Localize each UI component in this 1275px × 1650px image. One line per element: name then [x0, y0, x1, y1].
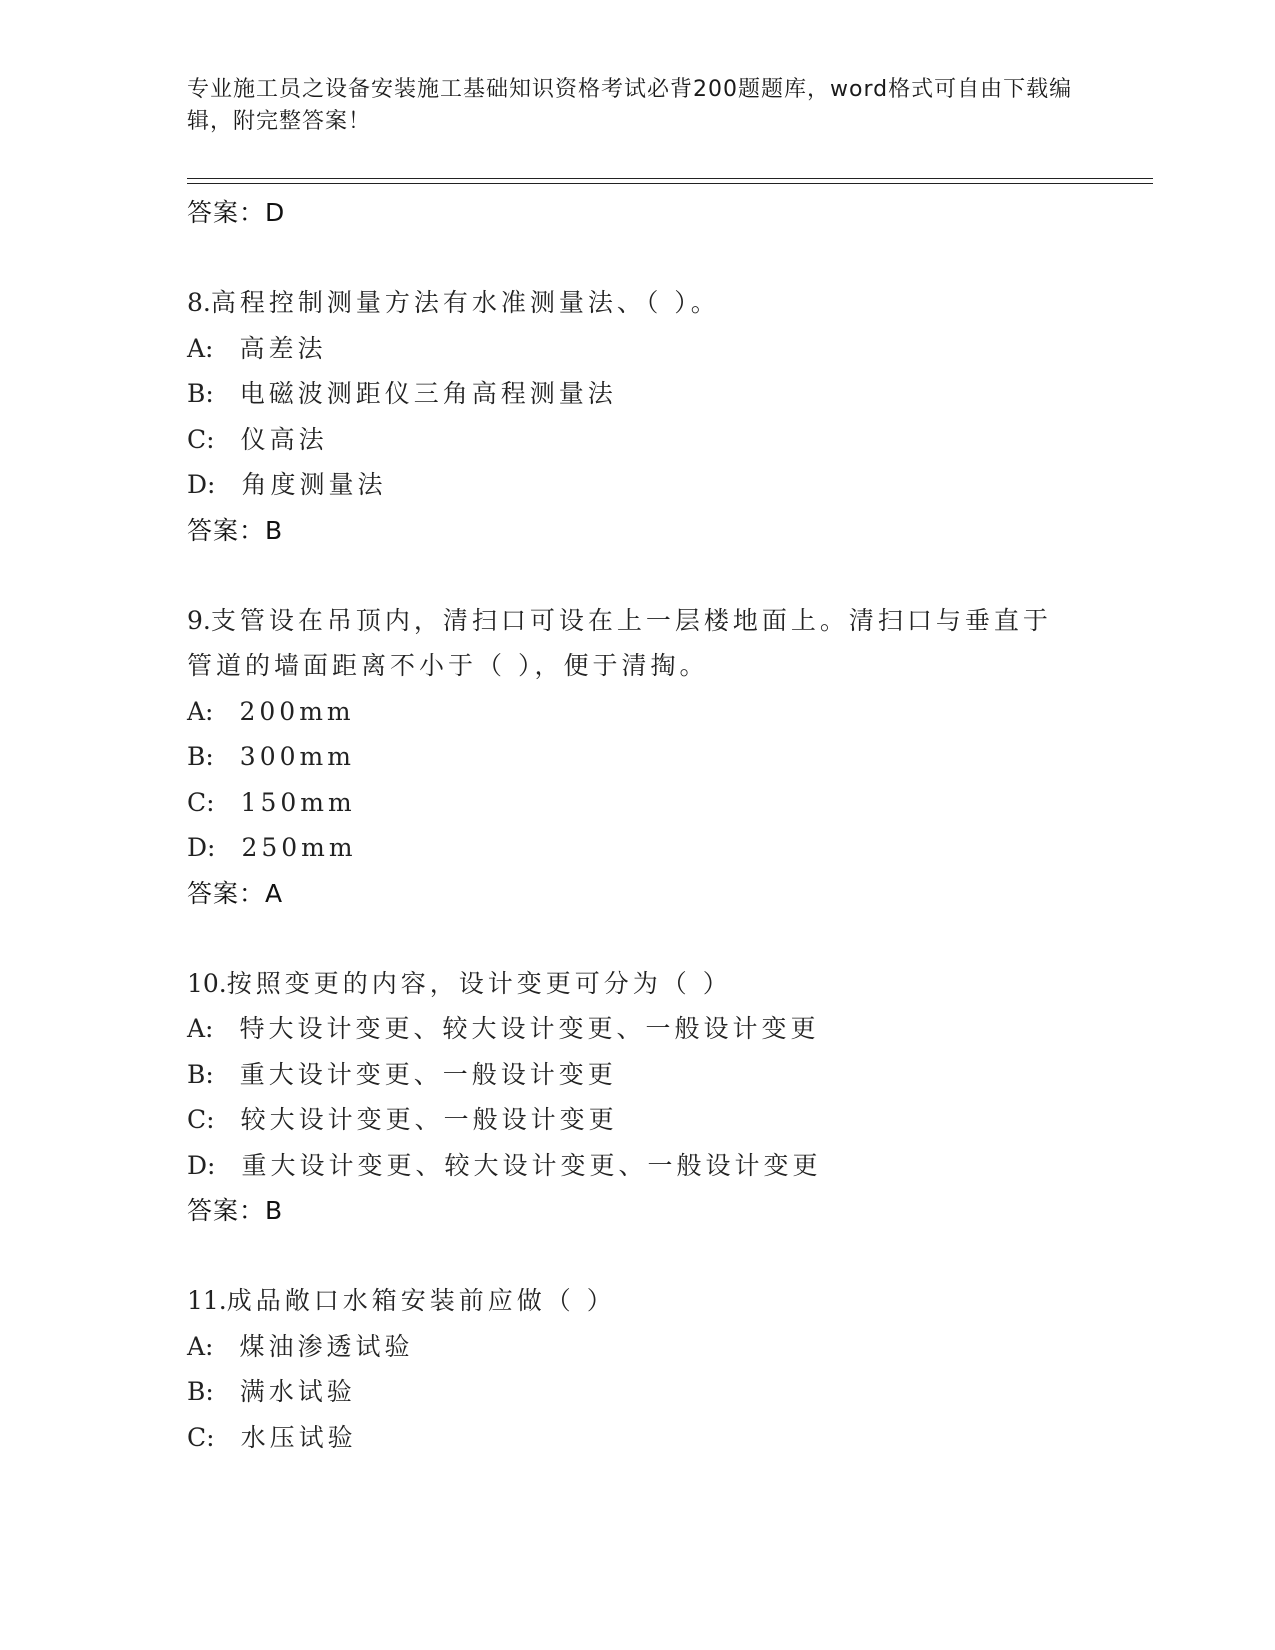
question-stem-continued: 管道的墙面距离不小于（ ），便于清掏。	[187, 651, 709, 680]
option-text: 电磁波测距仪三角高程测量法	[239, 379, 617, 408]
question-text: 高程控制测量方法有水准测量法、（ ）。	[210, 288, 720, 317]
option-text: 仪高法	[240, 424, 328, 454]
option-text: 满水试验	[239, 1377, 356, 1406]
answer-line: 答案：A	[187, 878, 284, 908]
option-letter: B:	[187, 742, 214, 771]
question-number: 8.	[187, 288, 211, 317]
option-c	[187, 1097, 1107, 1143]
option-b	[187, 1052, 1107, 1098]
option-a	[187, 326, 1107, 372]
question-8	[187, 280, 1107, 553]
question-9	[187, 598, 1107, 916]
option-b	[187, 734, 1107, 780]
option-a	[187, 1324, 1107, 1370]
option-a	[187, 689, 1107, 735]
option-letter: B:	[187, 1059, 214, 1089]
option-a	[187, 1006, 1107, 1052]
option-text: 较大设计变更、一般设计变更	[240, 1105, 618, 1134]
option-d	[187, 462, 1107, 508]
question-text: 支管设在吊顶内，清扫口可设在上一层楼地面上。清扫口与垂直于	[210, 605, 1052, 635]
option-text: 煤油渗透试验	[239, 1331, 414, 1361]
option-letter: D:	[187, 1150, 216, 1180]
option-d	[187, 1143, 1107, 1189]
option-letter: A:	[187, 696, 214, 726]
option-c	[187, 780, 1107, 826]
option-letter: A:	[187, 333, 214, 363]
question-number: 10.	[187, 968, 227, 998]
option-letter: A:	[187, 1014, 214, 1043]
answer-line: 答案：D	[187, 198, 286, 227]
option-text: 150mm	[240, 787, 356, 817]
header-divider-top	[187, 178, 1153, 179]
option-c	[187, 1415, 1107, 1461]
option-text: 300mm	[239, 742, 355, 771]
option-letter: C:	[187, 424, 215, 454]
answer-line: 答案：B	[187, 515, 284, 545]
question-stem	[187, 598, 1107, 644]
option-text: 角度测量法	[241, 470, 387, 499]
option-letter: B:	[187, 379, 214, 408]
question-number: 11.	[187, 1286, 227, 1315]
option-letter: D:	[187, 470, 216, 499]
option-c	[187, 417, 1107, 463]
question-text: 成品敞口水箱安装前应做（ ）	[226, 1286, 616, 1315]
option-letter: C:	[187, 1105, 215, 1134]
document-header: 专业施工员之设备安装施工基础知识资格考试必背200题题库，word格式可自由下载编辑，附完整答案！	[187, 77, 1073, 134]
option-text: 重大设计变更、一般设计变更	[239, 1059, 617, 1089]
question-stem	[187, 1278, 1107, 1324]
option-text: 特大设计变更、较大设计变更、一般设计变更	[239, 1014, 820, 1043]
question-stem	[187, 961, 1107, 1007]
option-b	[187, 1369, 1107, 1415]
question-number: 9.	[187, 605, 211, 635]
question-list	[187, 190, 1107, 1460]
option-d	[187, 825, 1107, 871]
option-letter: A:	[187, 1331, 214, 1361]
question-11	[187, 1278, 1107, 1460]
question-text: 按照变更的内容，设计变更可分为（ ）	[226, 968, 732, 998]
option-letter: D:	[187, 833, 216, 862]
option-letter: C:	[187, 1422, 215, 1452]
option-b	[187, 371, 1107, 417]
option-text: 高差法	[239, 333, 327, 363]
answer-line: 答案：B	[187, 1196, 284, 1225]
option-text: 水压试验	[240, 1422, 357, 1452]
question-stem	[187, 280, 1107, 326]
header-divider-bottom	[187, 183, 1153, 184]
option-text: 重大设计变更、较大设计变更、一般设计变更	[241, 1150, 822, 1180]
option-letter: B:	[187, 1377, 214, 1406]
question-10	[187, 961, 1107, 1234]
option-text: 200mm	[239, 696, 355, 726]
option-letter: C:	[187, 787, 215, 817]
option-text: 250mm	[241, 833, 357, 862]
